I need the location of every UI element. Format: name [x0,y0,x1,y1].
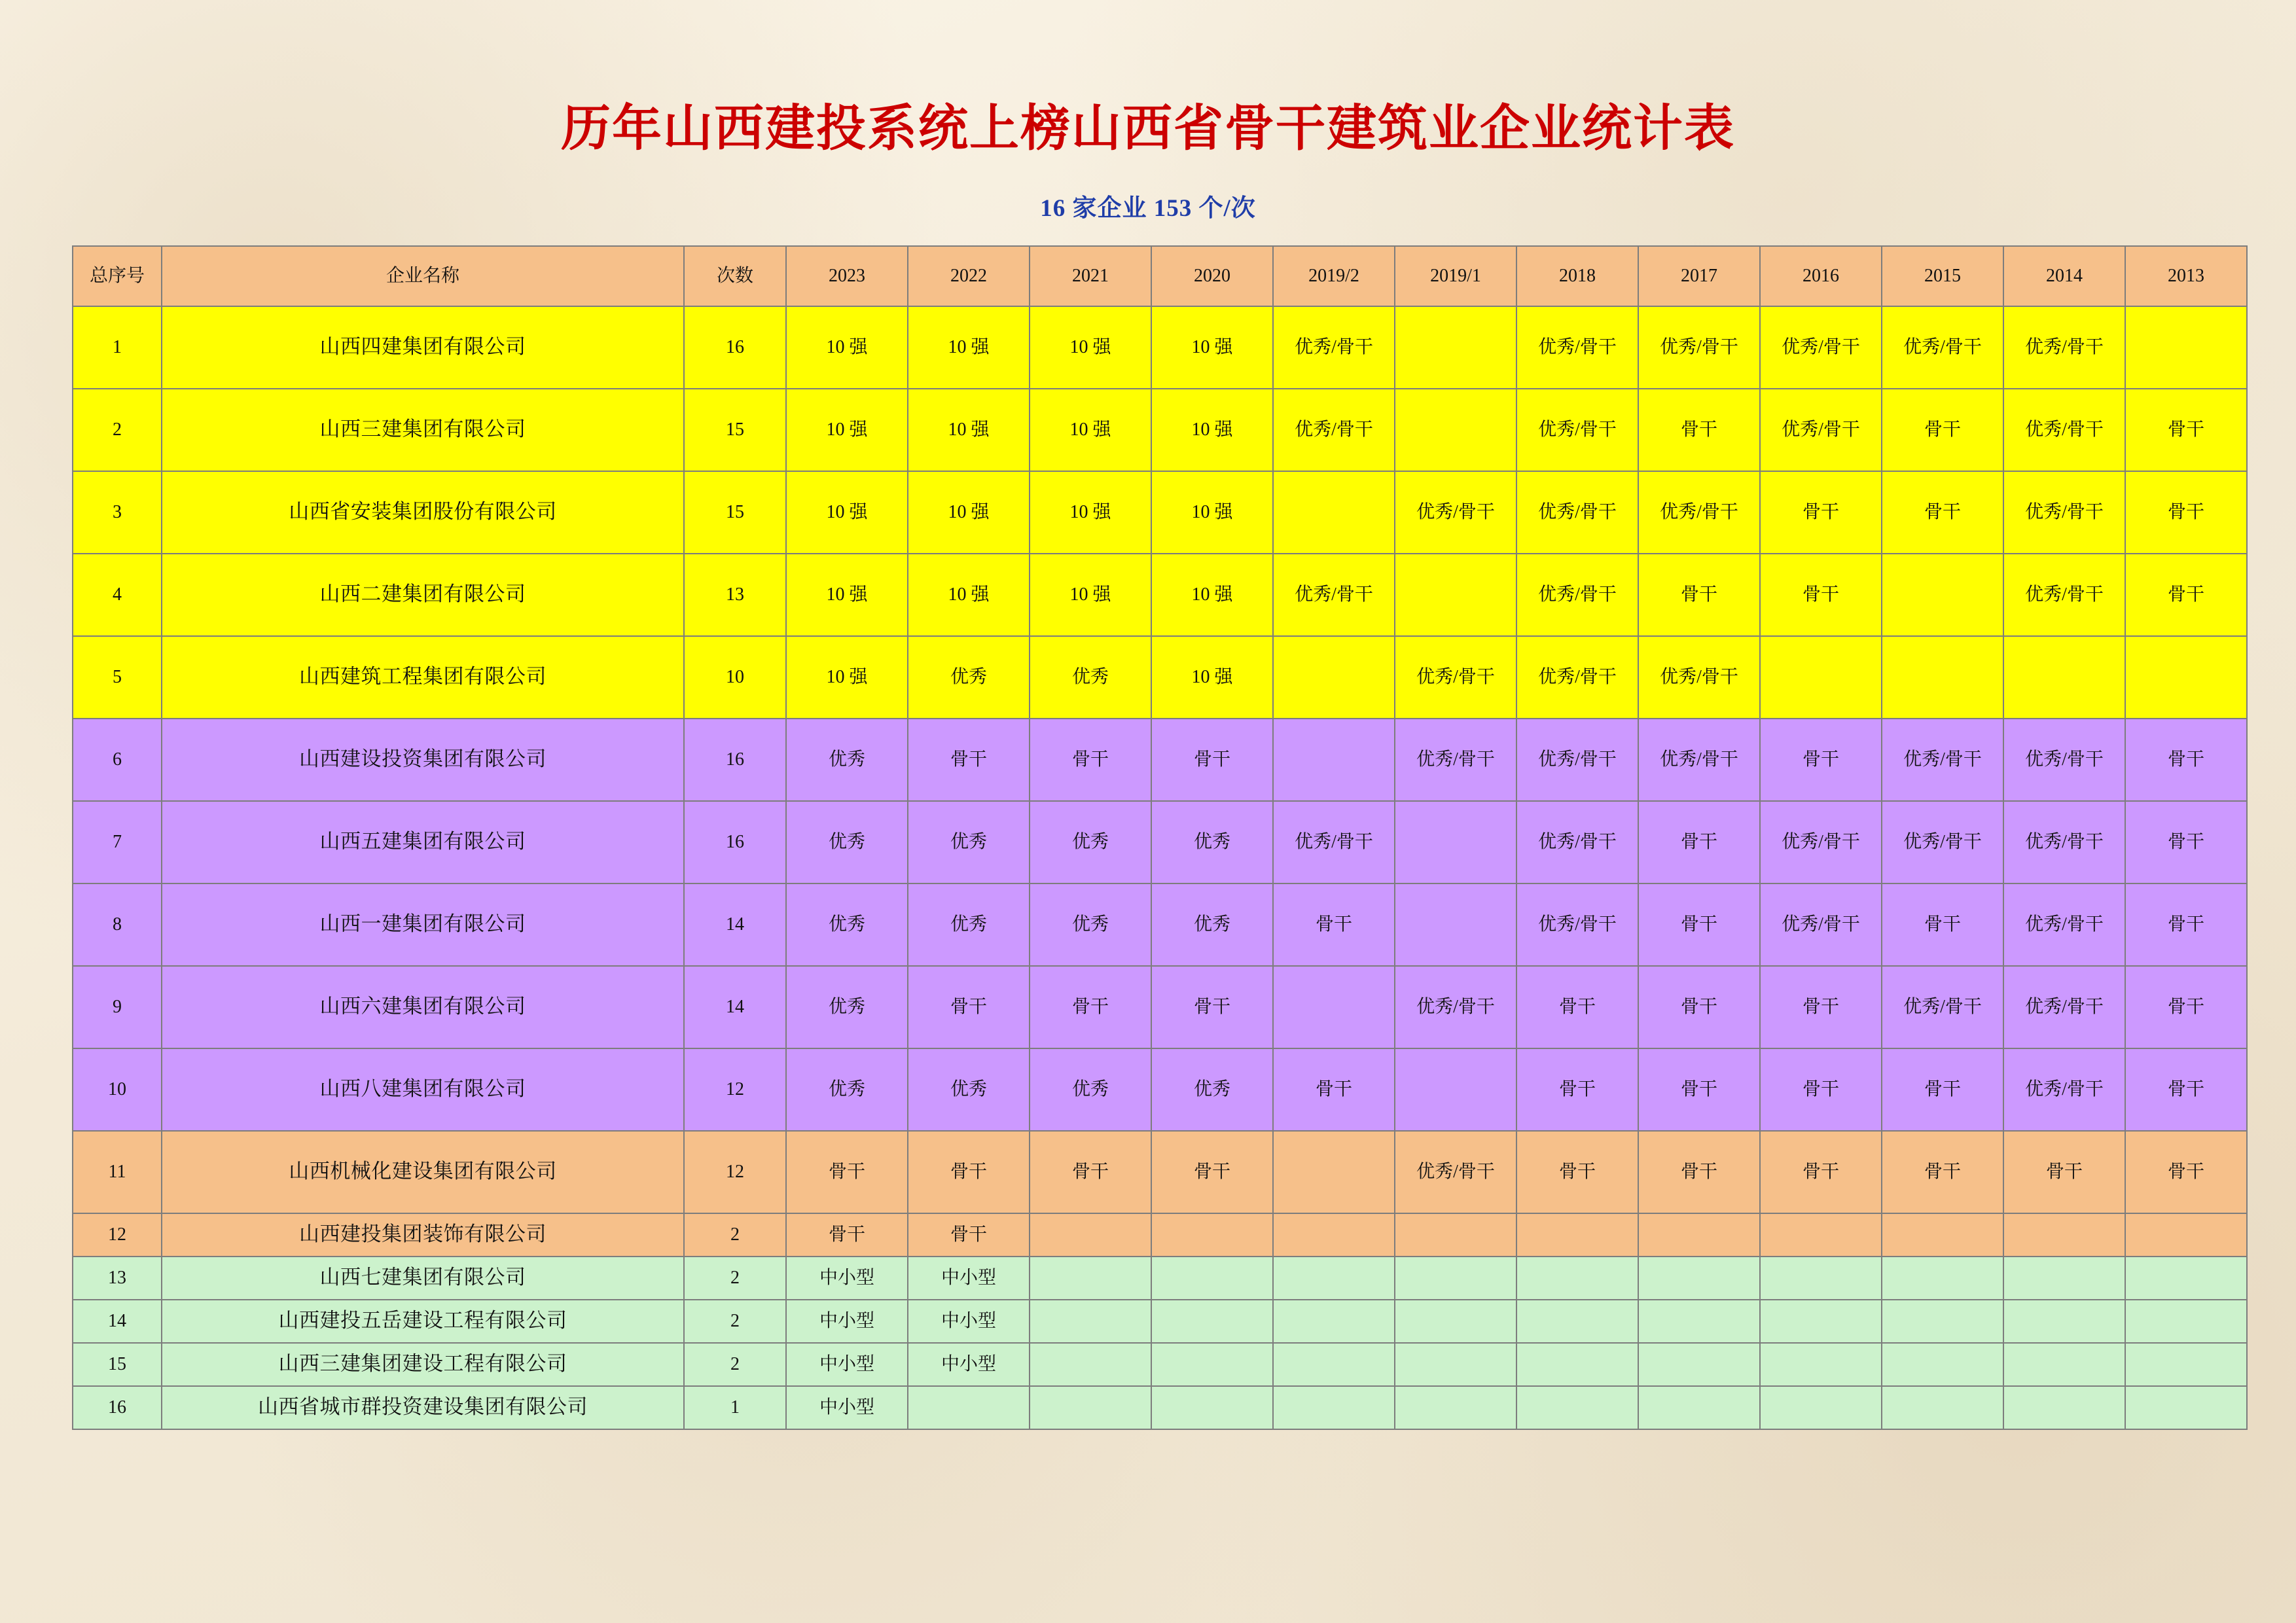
cell-2014 [2003,1386,2125,1429]
cell-2014: 优秀/骨干 [2003,719,2125,801]
cell-2021 [1030,1257,1151,1300]
header-year-2015: 2015 [1882,246,2003,306]
cell-2016: 骨干 [1760,966,1882,1048]
cell-2014: 优秀/骨干 [2003,883,2125,966]
cell-2013: 骨干 [2125,1131,2247,1213]
cell-2015: 优秀/骨干 [1882,801,2003,883]
cell-2021 [1030,1213,1151,1257]
cell-2020: 骨干 [1151,719,1273,801]
row-index: 9 [73,966,162,1048]
cell-2022: 优秀 [908,801,1030,883]
company-name: 山西七建集团有限公司 [162,1257,684,1300]
cell-2013 [2125,306,2247,389]
table-row [73,636,2247,719]
cell-2022: 10 强 [908,306,1030,389]
appearance-count: 2 [684,1343,786,1386]
appearance-count: 10 [684,636,786,719]
cell-2016: 骨干 [1760,719,1882,801]
header-index: 总序号 [73,246,162,306]
company-name: 山西建筑工程集团有限公司 [162,636,684,719]
cell-2017: 骨干 [1638,883,1760,966]
cell-2013 [2125,636,2247,719]
cell-2023: 骨干 [786,1213,908,1257]
cell-2018: 优秀/骨干 [1516,719,1638,801]
header-count: 次数 [684,246,786,306]
company-name: 山西三建集团有限公司 [162,389,684,471]
cell-2016 [1760,1257,1882,1300]
cell-2019-2: 优秀/骨干 [1273,801,1395,883]
table-row [73,883,2247,966]
company-name: 山西八建集团有限公司 [162,1048,684,1131]
cell-2016 [1760,1213,1882,1257]
cell-2018: 优秀/骨干 [1516,554,1638,636]
cell-2021: 优秀 [1030,801,1151,883]
company-name: 山西省安装集团股份有限公司 [162,471,684,554]
cell-2019-1 [1395,1386,1516,1429]
cell-2015 [1882,636,2003,719]
cell-2021 [1030,1343,1151,1386]
table-row [73,389,2247,471]
cell-2016: 优秀/骨干 [1760,389,1882,471]
cell-2020: 骨干 [1151,1131,1273,1213]
cell-2022: 优秀 [908,883,1030,966]
cell-2022: 中小型 [908,1300,1030,1343]
cell-2021: 优秀 [1030,636,1151,719]
cell-2023: 10 强 [786,306,908,389]
cell-2017: 骨干 [1638,801,1760,883]
cell-2019-1: 优秀/骨干 [1395,471,1516,554]
cell-2017 [1638,1257,1760,1300]
cell-2018 [1516,1386,1638,1429]
company-name: 山西四建集团有限公司 [162,306,684,389]
row-index: 16 [73,1386,162,1429]
table-row [73,1386,2247,1429]
cell-2020 [1151,1300,1273,1343]
cell-2013: 骨干 [2125,1048,2247,1131]
cell-2022: 优秀 [908,1048,1030,1131]
cell-2018: 优秀/骨干 [1516,471,1638,554]
row-index: 8 [73,883,162,966]
cell-2019-2 [1273,1343,1395,1386]
cell-2013: 骨干 [2125,883,2247,966]
cell-2022: 骨干 [908,1131,1030,1213]
table-row [73,1257,2247,1300]
cell-2023: 优秀 [786,719,908,801]
cell-2023: 10 强 [786,471,908,554]
cell-2020: 10 强 [1151,471,1273,554]
cell-2023: 骨干 [786,1131,908,1213]
cell-2019-2: 骨干 [1273,1048,1395,1131]
cell-2013: 骨干 [2125,554,2247,636]
header-year-2018: 2018 [1516,246,1638,306]
cell-2019-1 [1395,883,1516,966]
cell-2015: 骨干 [1882,1048,2003,1131]
cell-2018 [1516,1343,1638,1386]
row-index: 12 [73,1213,162,1257]
table-header [73,246,2247,306]
cell-2020: 骨干 [1151,966,1273,1048]
cell-2015 [1882,1343,2003,1386]
cell-2018: 骨干 [1516,1131,1638,1213]
cell-2015 [1882,554,2003,636]
cell-2013: 骨干 [2125,801,2247,883]
cell-2014: 优秀/骨干 [2003,966,2125,1048]
cell-2014 [2003,1213,2125,1257]
header-year-2023: 2023 [786,246,908,306]
cell-2019-1: 优秀/骨干 [1395,719,1516,801]
appearance-count: 16 [684,306,786,389]
cell-2019-2: 优秀/骨干 [1273,306,1395,389]
table-row [73,1131,2247,1213]
cell-2019-1 [1395,1257,1516,1300]
cell-2020: 优秀 [1151,883,1273,966]
cell-2021: 10 强 [1030,389,1151,471]
cell-2020 [1151,1257,1273,1300]
cell-2022: 骨干 [908,719,1030,801]
cell-2017: 优秀/骨干 [1638,636,1760,719]
cell-2014: 优秀/骨干 [2003,471,2125,554]
table-row [73,719,2247,801]
header-year-2014: 2014 [2003,246,2125,306]
cell-2021: 10 强 [1030,554,1151,636]
cell-2023: 优秀 [786,966,908,1048]
cell-2013 [2125,1386,2247,1429]
cell-2019-2 [1273,1257,1395,1300]
cell-2023: 中小型 [786,1300,908,1343]
cell-2023: 优秀 [786,883,908,966]
cell-2021: 优秀 [1030,883,1151,966]
table-row [73,1048,2247,1131]
cell-2019-2 [1273,1300,1395,1343]
cell-2021: 优秀 [1030,1048,1151,1131]
cell-2014 [2003,1257,2125,1300]
cell-2014: 优秀/骨干 [2003,1048,2125,1131]
cell-2016: 优秀/骨干 [1760,306,1882,389]
cell-2020: 10 强 [1151,636,1273,719]
cell-2015: 骨干 [1882,883,2003,966]
cell-2023: 优秀 [786,1048,908,1131]
row-index: 13 [73,1257,162,1300]
page-subtitle: 16 家企业 153 个/次 [1040,194,1256,222]
header-year-2020: 2020 [1151,246,1273,306]
table-row [73,1213,2247,1257]
row-index: 15 [73,1343,162,1386]
header-year-2019-1: 2019/1 [1395,246,1516,306]
appearance-count: 14 [684,883,786,966]
cell-2017: 骨干 [1638,554,1760,636]
header-year-2013: 2013 [2125,246,2247,306]
company-name: 山西建设投资集团有限公司 [162,719,684,801]
header-year-2021: 2021 [1030,246,1151,306]
cell-2022: 10 强 [908,554,1030,636]
company-name: 山西六建集团有限公司 [162,966,684,1048]
cell-2023: 10 强 [786,554,908,636]
cell-2017 [1638,1213,1760,1257]
cell-2019-1 [1395,1300,1516,1343]
cell-2014: 优秀/骨干 [2003,554,2125,636]
cell-2021 [1030,1386,1151,1429]
cell-2013: 骨干 [2125,389,2247,471]
cell-2017: 骨干 [1638,1048,1760,1131]
cell-2018: 骨干 [1516,966,1638,1048]
appearance-count: 15 [684,471,786,554]
cell-2016: 骨干 [1760,471,1882,554]
appearance-count: 14 [684,966,786,1048]
table-row [73,471,2247,554]
row-index: 14 [73,1300,162,1343]
row-index: 5 [73,636,162,719]
cell-2015: 优秀/骨干 [1882,306,2003,389]
cell-2020 [1151,1213,1273,1257]
cell-2015 [1882,1213,2003,1257]
appearance-count: 15 [684,389,786,471]
cell-2015 [1882,1257,2003,1300]
cell-2019-2 [1273,1213,1395,1257]
row-index: 6 [73,719,162,801]
cell-2018: 优秀/骨干 [1516,306,1638,389]
cell-2013 [2125,1343,2247,1386]
company-name: 山西三建集团建设工程有限公司 [162,1343,684,1386]
cell-2022: 优秀 [908,636,1030,719]
cell-2016: 优秀/骨干 [1760,883,1882,966]
cell-2021: 骨干 [1030,719,1151,801]
page-title: 历年山西建投系统上榜山西省骨干建筑业企业统计表 [561,101,1735,156]
cell-2017: 优秀/骨干 [1638,306,1760,389]
cell-2015 [1882,1386,2003,1429]
row-index: 11 [73,1131,162,1213]
cell-2019-2 [1273,1131,1395,1213]
table-row [73,1343,2247,1386]
cell-2015: 骨干 [1882,1131,2003,1213]
company-name: 山西五建集团有限公司 [162,801,684,883]
cell-2016 [1760,1343,1882,1386]
cell-2019-1: 优秀/骨干 [1395,966,1516,1048]
cell-2019-2 [1273,966,1395,1048]
cell-2014: 优秀/骨干 [2003,801,2125,883]
row-index: 3 [73,471,162,554]
cell-2019-2 [1273,719,1395,801]
appearance-count: 12 [684,1048,786,1131]
cell-2019-1 [1395,554,1516,636]
cell-2017 [1638,1386,1760,1429]
cell-2015 [1882,1300,2003,1343]
cell-2016 [1760,1386,1882,1429]
table-row [73,1300,2247,1343]
cell-2022: 骨干 [908,1213,1030,1257]
cell-2017: 骨干 [1638,966,1760,1048]
statistics-table [72,245,2248,1430]
cell-2022: 中小型 [908,1343,1030,1386]
appearance-count: 13 [684,554,786,636]
cell-2019-1: 优秀/骨干 [1395,1131,1516,1213]
cell-2022: 10 强 [908,389,1030,471]
header-company-name: 企业名称 [162,246,684,306]
cell-2019-2 [1273,636,1395,719]
cell-2018: 优秀/骨干 [1516,883,1638,966]
cell-2016 [1760,636,1882,719]
appearance-count: 2 [684,1213,786,1257]
row-index: 4 [73,554,162,636]
cell-2019-2: 优秀/骨干 [1273,389,1395,471]
cell-2023: 10 强 [786,636,908,719]
cell-2019-1 [1395,1048,1516,1131]
cell-2014 [2003,636,2125,719]
company-name: 山西建投五岳建设工程有限公司 [162,1300,684,1343]
cell-2017 [1638,1300,1760,1343]
cell-2022: 骨干 [908,966,1030,1048]
cell-2020: 10 强 [1151,554,1273,636]
table-body [73,306,2247,1429]
cell-2022 [908,1386,1030,1429]
company-name: 山西二建集团有限公司 [162,554,684,636]
cell-2016: 骨干 [1760,554,1882,636]
row-index: 2 [73,389,162,471]
cell-2013 [2125,1300,2247,1343]
cell-2019-2 [1273,471,1395,554]
cell-2023: 中小型 [786,1386,908,1429]
cell-2018 [1516,1300,1638,1343]
cell-2021: 10 强 [1030,471,1151,554]
cell-2019-2: 骨干 [1273,883,1395,966]
cell-2020: 优秀 [1151,1048,1273,1131]
cell-2018: 优秀/骨干 [1516,389,1638,471]
header-year-2019-2: 2019/2 [1273,246,1395,306]
cell-2013: 骨干 [2125,966,2247,1048]
header-year-2016: 2016 [1760,246,1882,306]
cell-2017: 优秀/骨干 [1638,719,1760,801]
cell-2014 [2003,1300,2125,1343]
cell-2013 [2125,1213,2247,1257]
cell-2020: 优秀 [1151,801,1273,883]
cell-2022: 中小型 [908,1257,1030,1300]
cell-2018 [1516,1213,1638,1257]
header-year-2017: 2017 [1638,246,1760,306]
cell-2021: 骨干 [1030,966,1151,1048]
cell-2016: 骨干 [1760,1048,1882,1131]
cell-2023: 优秀 [786,801,908,883]
cell-2019-1 [1395,389,1516,471]
cell-2013: 骨干 [2125,471,2247,554]
cell-2014: 骨干 [2003,1131,2125,1213]
cell-2019-1 [1395,801,1516,883]
cell-2019-2: 优秀/骨干 [1273,554,1395,636]
cell-2019-2 [1273,1386,1395,1429]
cell-2022: 10 强 [908,471,1030,554]
cell-2016 [1760,1300,1882,1343]
header-year-2022: 2022 [908,246,1030,306]
company-name: 山西机械化建设集团有限公司 [162,1131,684,1213]
cell-2015: 骨干 [1882,389,2003,471]
cell-2019-1: 优秀/骨干 [1395,636,1516,719]
cell-2020: 10 强 [1151,389,1273,471]
cell-2020 [1151,1386,1273,1429]
company-name: 山西一建集团有限公司 [162,883,684,966]
row-index: 1 [73,306,162,389]
cell-2020 [1151,1343,1273,1386]
appearance-count: 16 [684,719,786,801]
cell-2023: 中小型 [786,1257,908,1300]
cell-2020: 10 强 [1151,306,1273,389]
cell-2018: 优秀/骨干 [1516,636,1638,719]
cell-2013: 骨干 [2125,719,2247,801]
appearance-count: 2 [684,1257,786,1300]
cell-2016: 优秀/骨干 [1760,801,1882,883]
appearance-count: 12 [684,1131,786,1213]
cell-2015: 优秀/骨干 [1882,966,2003,1048]
row-index: 7 [73,801,162,883]
appearance-count: 16 [684,801,786,883]
cell-2013 [2125,1257,2247,1300]
row-index: 10 [73,1048,162,1131]
cell-2023: 中小型 [786,1343,908,1386]
cell-2015: 优秀/骨干 [1882,719,2003,801]
cell-2017: 优秀/骨干 [1638,471,1760,554]
cell-2016: 骨干 [1760,1131,1882,1213]
cell-2019-1 [1395,1213,1516,1257]
cell-2015: 骨干 [1882,471,2003,554]
cell-2019-1 [1395,306,1516,389]
cell-2021: 骨干 [1030,1131,1151,1213]
cell-2017: 骨干 [1638,389,1760,471]
appearance-count: 1 [684,1386,786,1429]
company-name: 山西建投集团装饰有限公司 [162,1213,684,1257]
cell-2017: 骨干 [1638,1131,1760,1213]
cell-2014 [2003,1343,2125,1386]
cell-2014: 优秀/骨干 [2003,389,2125,471]
cell-2018: 优秀/骨干 [1516,801,1638,883]
header-row [73,246,2247,306]
cell-2023: 10 强 [786,389,908,471]
table-row [73,966,2247,1048]
table-row [73,554,2247,636]
appearance-count: 2 [684,1300,786,1343]
cell-2014: 优秀/骨干 [2003,306,2125,389]
table-row [73,306,2247,389]
cell-2018 [1516,1257,1638,1300]
cell-2021 [1030,1300,1151,1343]
table-row [73,801,2247,883]
cell-2019-1 [1395,1343,1516,1386]
company-name: 山西省城市群投资建设集团有限公司 [162,1386,684,1429]
cell-2018: 骨干 [1516,1048,1638,1131]
cell-2021: 10 强 [1030,306,1151,389]
cell-2017 [1638,1343,1760,1386]
